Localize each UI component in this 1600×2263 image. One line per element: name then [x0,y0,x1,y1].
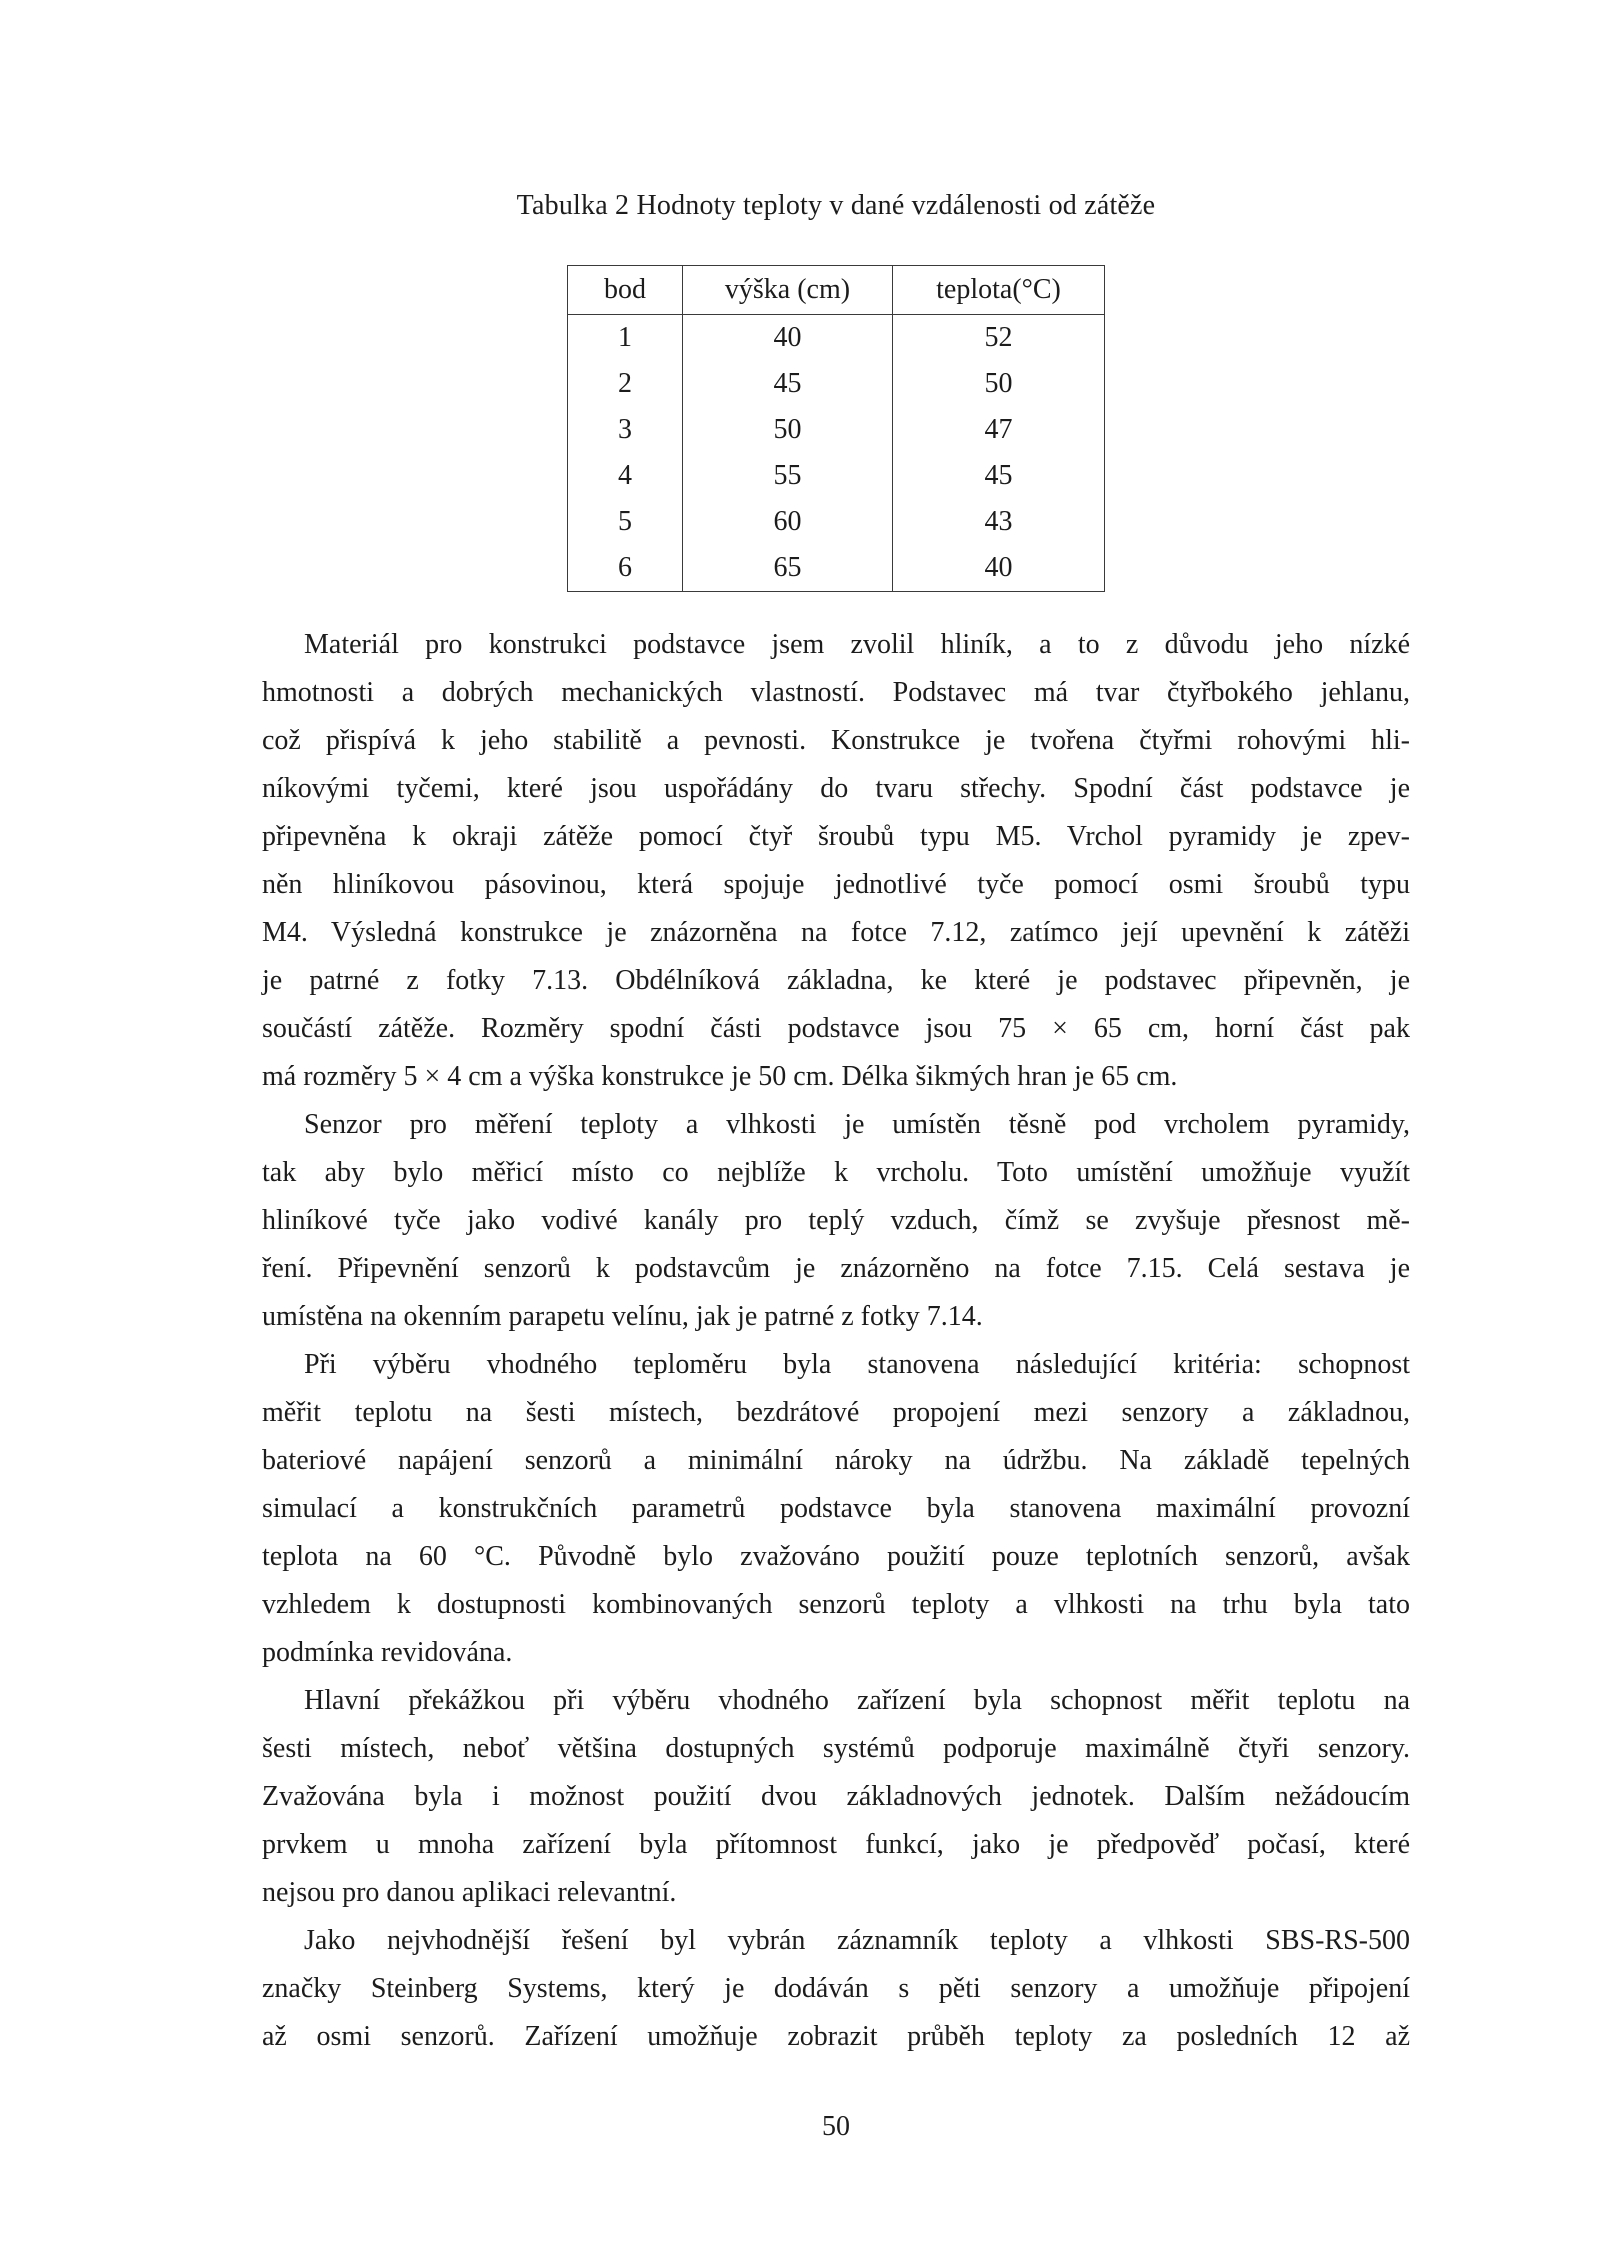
table-cell: 1 [618,322,632,353]
text-line: simulací a konstrukčních parametrů podstavce byla stanovena maximální provozní [262,1493,1410,1524]
table-header-row [568,266,1105,315]
text-line: hmotnosti a dobrých mechanických vlastností. Podstavec má tvar čtyřbokého jehlanu, [262,677,1410,708]
text-line: Materiál pro konstrukci podstavce jsem zvolil hliník, a to z důvodu jeho nízké [304,629,1410,660]
page-number: 50 [822,2111,850,2142]
table-cell: 4 [618,460,632,491]
table-caption: Tabulka 2 Hodnoty teploty v dané vzdálenosti od zátěže [516,190,1156,221]
paragraph [262,1917,1410,2061]
table-row [568,499,1105,545]
text-line: něn hliníkovou pásovinou, která spojuje jednotlivé tyče pomocí osmi šroubů typu [262,869,1410,900]
table-row [568,545,1105,592]
text-line: tak aby bylo měřicí místo co nejblíže k vrcholu. Toto umístění umožňuje využít [262,1157,1410,1188]
table-header-cell: výška (cm) [683,266,893,315]
table-cell: 47 [893,407,1105,453]
table-cell: 43 [893,499,1105,545]
text-line: připevněna k okraji zátěže pomocí čtyř šroubů typu M5. Vrchol pyramidy je zpev- [262,821,1410,852]
text-line: až osmi senzorů. Zařízení umožňuje zobrazit průběh teploty za posledních 12 až [262,2021,1410,2052]
table-cell: 50 [683,407,893,453]
text-line: šesti místech, neboť většina dostupných systémů podporuje maximálně čtyři senzory. [262,1733,1410,1764]
paragraph [262,1677,1410,1917]
text-line: součástí zátěže. Rozměry spodní části podstavce jsou 75 × 65 cm, horní část pak [262,1013,1410,1044]
table-cell: 55 [683,453,893,499]
text-line: značky Steinberg Systems, který je dodáván s pěti senzory a umožňuje připojení [262,1973,1410,2004]
paragraph [262,1101,1410,1341]
text-line: hliníkové tyče jako vodivé kanály pro teplý vzduch, čímž se zvyšuje přesnost mě- [262,1205,1410,1236]
text-line: bateriové napájení senzorů a minimální nároky na údržbu. Na základě tepelných [262,1445,1410,1476]
table-row [568,407,1105,453]
table-header-cell: bod [568,266,683,315]
text-line: Jako nejvhodnější řešení byl vybrán záznamník teploty a vlhkosti SBS-RS-500 [304,1925,1410,1956]
table-header-cell: teplota(°C) [893,266,1105,315]
table-cell: 40 [893,545,1105,592]
table-cell: 5 [618,506,632,537]
text-line: nejsou pro danou aplikaci relevantní. [262,1877,677,1908]
text-line: Zvažována byla i možnost použití dvou základnových jednotek. Dalším nežádoucím [262,1781,1410,1812]
text-line: umístěna na okenním parapetu velínu, jak je patrné z fotky 7.14. [262,1301,983,1332]
text-line: níkovými tyčemi, které jsou uspořádány do tvaru střechy. Spodní část podstavce je [262,773,1410,804]
table-cell: 50 [893,361,1105,407]
text-line: Hlavní překážkou při výběru vhodného zařízení byla schopnost měřit teplotu na [304,1685,1410,1716]
text-line: což přispívá k jeho stabilitě a pevnosti. Konstrukce je tvořena čtyřmi rohovými hli- [262,725,1410,756]
table-cell: 45 [683,361,893,407]
text-line: M4. Výsledná konstrukce je znázorněna na fotce 7.12, zatímco její upevnění k zátěži [262,917,1410,948]
text-line: je patrné z fotky 7.13. Obdélníková základna, ke které je podstavec připevněn, je [262,965,1410,996]
text-line: teplota na 60 °C. Původně bylo zvažováno použití pouze teplotních senzorů, avšak [262,1541,1410,1572]
table-cell: 2 [618,368,632,399]
text-line: Senzor pro měření teploty a vlhkosti je umístěn těsně pod vrcholem pyramidy, [304,1109,1410,1140]
table-cell: 45 [893,453,1105,499]
text-line: podmínka revidována. [262,1637,513,1668]
text-line: měřit teplotu na šesti místech, bezdrátové propojení mezi senzory a základnou, [262,1397,1410,1428]
table-row [568,453,1105,499]
text-line: Při výběru vhodného teploměru byla stanovena následující kritéria: schopnost [304,1349,1410,1380]
body-text [262,621,1410,2061]
text-line: vzhledem k dostupnosti kombinovaných senzorů teploty a vlhkosti na trhu byla tato [262,1589,1410,1620]
text-line: ření. Připevnění senzorů k podstavcům je znázorněno na fotce 7.15. Celá sestava je [262,1253,1410,1284]
table-row [568,361,1105,407]
text-line: prvkem u mnoha zařízení byla přítomnost funkcí, jako je předpověď počasí, které [262,1829,1410,1860]
table-head [568,266,1105,315]
text-line: má rozměry 5 × 4 cm a výška konstrukce je 50 cm. Délka šikmých hran je 65 cm. [262,1061,1178,1092]
paragraph [262,621,1410,1101]
table-cell: 60 [683,499,893,545]
table-row [568,315,1105,362]
table-cell: 3 [618,414,632,445]
temperature-table [567,265,1105,592]
table-cell: 52 [893,315,1105,362]
table-cell: 6 [618,552,632,583]
text-block [262,186,1410,2151]
paragraph [262,1341,1410,1677]
table-body [568,315,1105,592]
table-cell: 65 [683,545,893,592]
table-cell: 40 [683,315,893,362]
